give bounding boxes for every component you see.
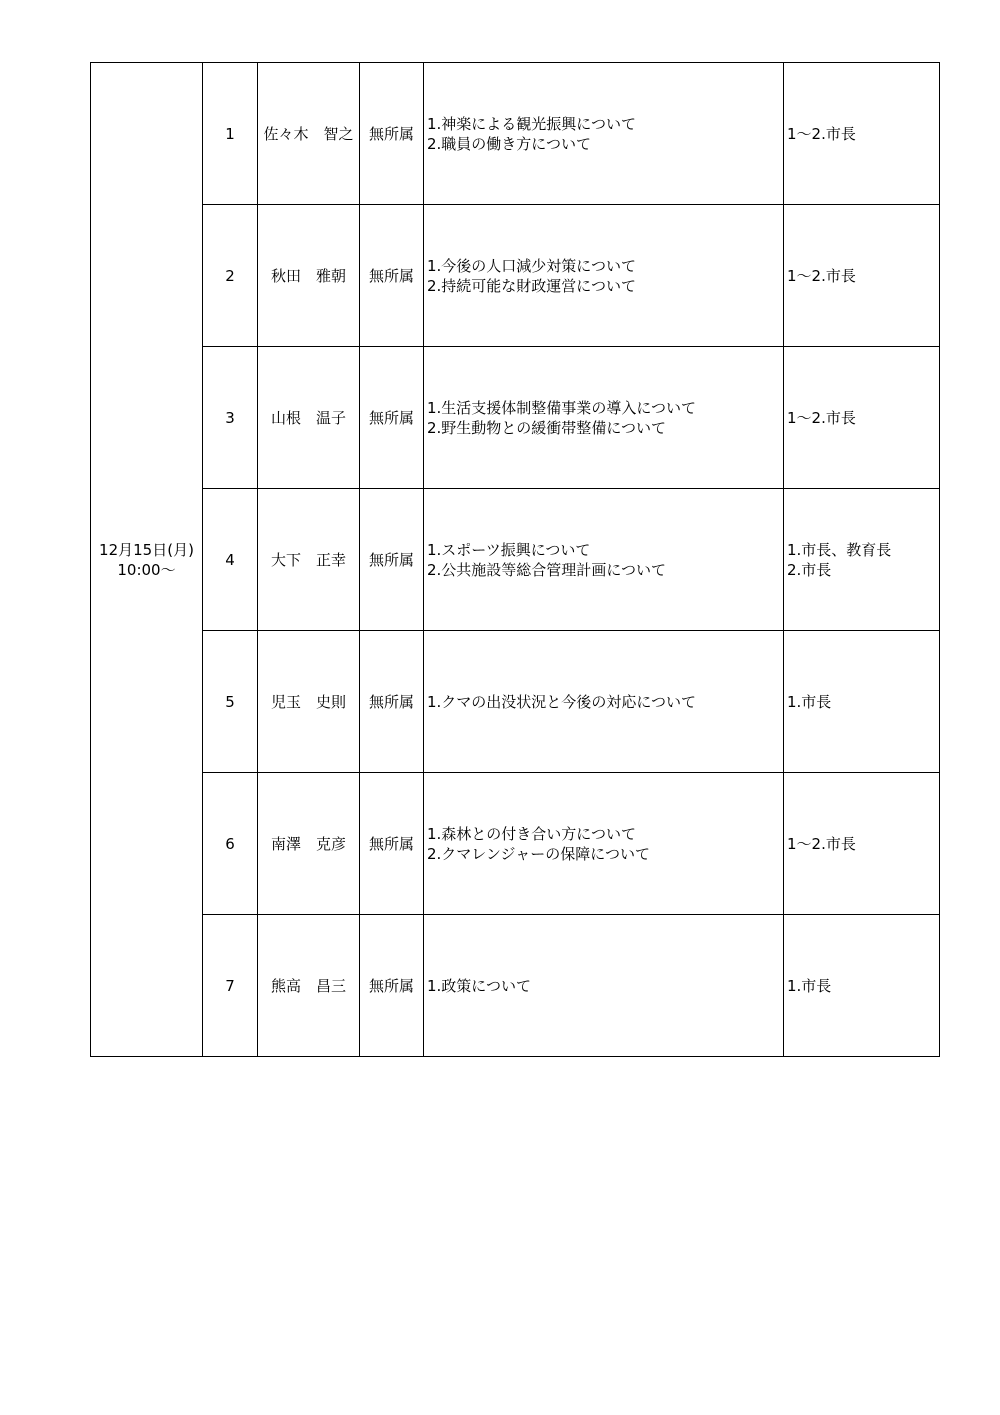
table-row: [91, 773, 940, 915]
respondent-cell: [784, 773, 940, 915]
question-schedule-table: [90, 62, 940, 1057]
member-name: 大下 正幸: [258, 489, 360, 631]
respondent-item: 2.市長: [787, 560, 832, 579]
faction: 無所属: [360, 347, 424, 489]
order-number: 5: [203, 631, 258, 773]
table-row: [91, 631, 940, 773]
respondent-cell: [784, 205, 940, 347]
topic-item: 2.公共施設等総合管理計画について: [427, 560, 667, 579]
table-row: [91, 915, 940, 1057]
respondent-item: 1～2.市長: [787, 834, 856, 853]
faction: 無所属: [360, 63, 424, 205]
respondent-cell: [784, 347, 940, 489]
topics-cell: [424, 773, 784, 915]
faction: 無所属: [360, 631, 424, 773]
respondent-item: 1.市長: [787, 976, 832, 995]
topics-cell: [424, 915, 784, 1057]
faction: 無所属: [360, 773, 424, 915]
respondent-item: 1.市長: [787, 692, 832, 711]
table-row: [91, 63, 940, 205]
session-time: 10:00～: [117, 560, 176, 579]
respondent-cell: [784, 489, 940, 631]
topic-item: 1.森林との付き合い方について: [427, 824, 637, 843]
faction: 無所属: [360, 205, 424, 347]
faction: 無所属: [360, 489, 424, 631]
respondent-cell: [784, 915, 940, 1057]
order-number: 3: [203, 347, 258, 489]
topics-cell: [424, 489, 784, 631]
respondent-cell: [784, 63, 940, 205]
order-number: 6: [203, 773, 258, 915]
respondent-item: 1～2.市長: [787, 408, 856, 427]
respondent-item: 1～2.市長: [787, 266, 856, 285]
session-date: 12月15日(月): [99, 540, 194, 559]
order-number: 2: [203, 205, 258, 347]
topics-cell: [424, 205, 784, 347]
topics-cell: [424, 63, 784, 205]
respondent-item: 1.市長、教育長: [787, 540, 892, 559]
topic-item: 1.クマの出没状況と今後の対応について: [427, 692, 697, 711]
respondent-item: 1～2.市長: [787, 124, 856, 143]
member-name: 南澤 克彦: [258, 773, 360, 915]
table-row: [91, 489, 940, 631]
order-number: 7: [203, 915, 258, 1057]
topic-item: 1.政策について: [427, 976, 532, 995]
topics-cell: [424, 631, 784, 773]
date-cell: [91, 63, 203, 1057]
topic-item: 1.神楽による観光振興について: [427, 114, 637, 133]
topic-item: 2.職員の働き方について: [427, 134, 592, 153]
member-name: 秋田 雅朝: [258, 205, 360, 347]
respondent-cell: [784, 631, 940, 773]
order-number: 4: [203, 489, 258, 631]
topic-item: 2.野生動物との緩衝帯整備について: [427, 418, 667, 437]
order-number: 1: [203, 63, 258, 205]
topic-item: 1.今後の人口減少対策について: [427, 256, 637, 275]
member-name: 熊高 昌三: [258, 915, 360, 1057]
topic-item: 1.生活支援体制整備事業の導入について: [427, 398, 697, 417]
topics-cell: [424, 347, 784, 489]
topic-item: 2.持続可能な財政運営について: [427, 276, 637, 295]
table-row: [91, 347, 940, 489]
member-name: 児玉 史則: [258, 631, 360, 773]
faction: 無所属: [360, 915, 424, 1057]
topic-item: 2.クマレンジャーの保障について: [427, 844, 650, 863]
topic-item: 1.スポーツ振興について: [427, 540, 591, 559]
member-name: 佐々木 智之: [258, 63, 360, 205]
table-row: [91, 205, 940, 347]
member-name: 山根 温子: [258, 347, 360, 489]
